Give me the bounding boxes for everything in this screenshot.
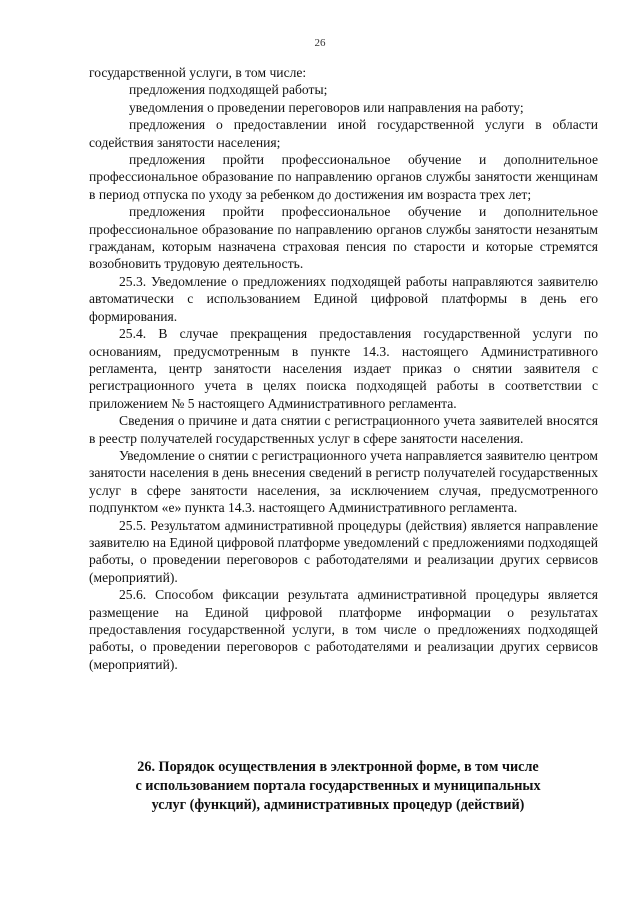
heading-line: с использованием портала государственных и муниципальных xyxy=(135,778,541,794)
paragraph: 25.5. Результатом административной процедуры (действия) является направление заявителю на Единой цифровой платформе уведомлений с предложениями подходящей работы, о проведении переговоров с работодателями и реализации других сервисов (мероприятий). xyxy=(89,517,598,585)
paragraph: предложения подходящей работы; xyxy=(129,82,328,98)
paragraph: государственной услуги, в том числе: xyxy=(89,65,307,80)
heading-line: услуг (функций), административных процедур (действий) xyxy=(151,797,525,813)
paragraph: Уведомление о снятии с регистрационного учета направляется заявителю центром занятости населения в день внесения сведений в регистр получателей государственных услуг в сфере занятости населения, за исключением случая, предусмотренного подпунктом «е» пункта 14.3. настоящего Административного регламента. xyxy=(89,447,598,516)
heading-line: 26. Порядок осуществления в электронной форме, в том числе xyxy=(137,759,539,775)
paragraph: предложения пройти профессиональное обучение и дополнительное профессиональное образование по направлению органов службы занятости женщинам в период отпуска по уходу за ребенком до достижения им возраста трех лет; xyxy=(89,152,598,202)
paragraph: уведомления о проведении переговоров или направления на работу; xyxy=(129,99,524,115)
paragraph: предложения о предоставлении иной государственной услуги в области содействия занятости населения; xyxy=(89,117,598,150)
paragraph: 25.3. Уведомление о предложениях подходящей работы направляются заявителю автоматически с использованием Единой цифровой платформы в день его формирования. xyxy=(89,273,598,324)
paragraph: 25.4. В случае прекращения предоставления государственной услуги по основаниям, предусмотренным в пункте 14.3. настоящего Административного регламента, центр занятости населения издает приказ о снятии заявителя с регистрационного учета в целях поиска подходящей работы в соответствии с приложением № 5 настоящего Административного регламента. xyxy=(89,326,598,411)
section-heading xyxy=(100,758,576,815)
paragraph: Сведения о причине и дата снятии с регистрационного учета заявителей вносятся в реестр получателей государственных услуг в сфере занятости населения. xyxy=(89,413,598,446)
paragraph: 25.6. Способом фиксации результата административной процедуры является размещение на Единой цифровой платформе информации о результатах предоставления государственной услуги, в том числе о предложениях подходящей работы, о проведении переговоров с работодателями и реализации других сервисов (мероприятий). xyxy=(89,587,598,672)
document-body xyxy=(89,64,598,673)
paragraph: предложения пройти профессиональное обучение и дополнительное профессиональное образование по направлению органов службы занятости незанятым гражданам, которым назначена страховая пенсия по старости и которые стремятся возобновить трудовую деятельность. xyxy=(89,204,598,272)
page-number: 26 xyxy=(314,37,326,49)
